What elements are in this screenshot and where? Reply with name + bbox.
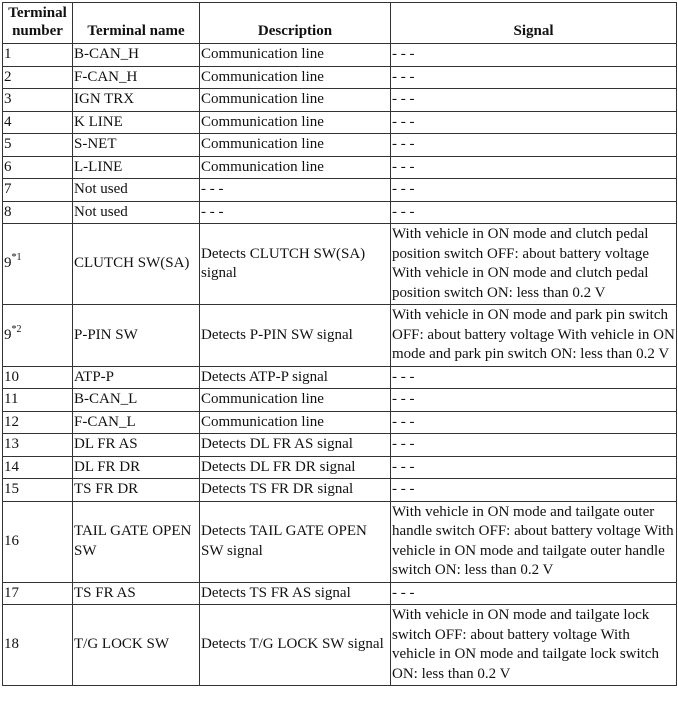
terminal-number: 17 <box>4 584 19 601</box>
footnote-marker: *2 <box>11 323 22 335</box>
terminal-number-cell <box>3 411 73 434</box>
terminal-number: 8 <box>4 203 12 220</box>
table-row <box>3 411 677 434</box>
terminal-number-cell <box>3 44 73 67</box>
terminal-name-cell: ATP-P <box>73 366 200 389</box>
signal-cell: - - - <box>391 582 677 605</box>
description-cell: Communication line <box>200 389 391 412</box>
signal-cell: With vehicle in ON mode and tailgate lock switch OFF: about battery voltage With vehicle in ON mode and tailgate lock switch ON: less than 0.2 V <box>391 605 677 686</box>
description-cell: Detects TAIL GATE OPEN SW signal <box>200 501 391 582</box>
terminal-number-cell <box>3 156 73 179</box>
description-cell: Detects CLUTCH SW(SA) signal <box>200 224 391 305</box>
signal-cell: - - - <box>391 156 677 179</box>
terminal-name-cell: F-CAN_H <box>73 66 200 89</box>
header-description: Description <box>200 3 391 44</box>
signal-cell: - - - <box>391 456 677 479</box>
terminal-number: 13 <box>4 436 19 452</box>
table-row <box>3 224 677 305</box>
terminal-number: 7 <box>4 181 12 197</box>
table-row <box>3 305 677 367</box>
signal-cell: With vehicle in ON mode and clutch pedal position switch OFF: about battery voltage With vehicle in ON mode and clutch pedal position switch ON: less than 0.2 V <box>391 224 677 305</box>
terminal-name-cell: P-PIN SW <box>73 305 200 367</box>
terminal-number-cell <box>3 582 73 605</box>
table-row <box>3 501 677 582</box>
header-terminal-number: Terminal number <box>3 3 73 44</box>
terminal-name-cell: DL FR DR <box>73 456 200 479</box>
table-row <box>3 134 677 157</box>
terminal-number: 6 <box>4 158 12 175</box>
signal-cell: - - - <box>391 411 677 434</box>
terminal-number: 2 <box>4 68 12 85</box>
table-row <box>3 89 677 112</box>
table-row <box>3 179 677 202</box>
terminal-name-cell: S-NET <box>73 134 200 157</box>
signal-cell: - - - <box>391 389 677 412</box>
terminal-number: 9 <box>4 326 12 343</box>
signal-cell: - - - <box>391 134 677 157</box>
terminal-name-cell: TS FR DR <box>73 479 200 502</box>
description-cell: Detects DL FR DR signal <box>200 456 391 479</box>
table-row <box>3 201 677 224</box>
terminal-number-cell <box>3 224 73 305</box>
terminal-number: 9 <box>4 255 12 272</box>
terminal-number: 1 <box>4 46 12 62</box>
table-row <box>3 44 677 67</box>
description-cell: Detects P-PIN SW signal <box>200 305 391 367</box>
table-row <box>3 156 677 179</box>
signal-cell: - - - <box>391 44 677 67</box>
table-row <box>3 111 677 134</box>
description-cell: Communication line <box>200 66 391 89</box>
signal-cell: - - - <box>391 111 677 134</box>
terminal-number: 14 <box>4 458 19 475</box>
signal-cell: With vehicle in ON mode and park pin switch OFF: about battery voltage With vehicle in ON mode and park pin switch ON: less than 0.2 V <box>391 305 677 367</box>
terminal-number-cell <box>3 501 73 582</box>
footnote-marker: *1 <box>11 252 22 264</box>
terminal-name-cell: T/G LOCK SW <box>73 605 200 686</box>
description-cell: Detects DL FR AS signal <box>200 434 391 457</box>
terminal-number-cell <box>3 134 73 157</box>
signal-cell: - - - <box>391 434 677 457</box>
table-row <box>3 366 677 389</box>
description-cell: Communication line <box>200 44 391 67</box>
terminal-name-cell: L-LINE <box>73 156 200 179</box>
terminal-name-cell: F-CAN_L <box>73 411 200 434</box>
terminal-name-cell: CLUTCH SW(SA) <box>73 224 200 305</box>
terminal-number-cell <box>3 479 73 502</box>
signal-cell: - - - <box>391 179 677 202</box>
terminal-number: 18 <box>4 636 19 653</box>
description-cell: Communication line <box>200 89 391 112</box>
terminal-number: 11 <box>4 391 19 407</box>
terminal-name-cell: TAIL GATE OPEN SW <box>73 501 200 582</box>
signal-cell: - - - <box>391 366 677 389</box>
description-cell: Communication line <box>200 411 391 434</box>
description-cell: Detects ATP-P signal <box>200 366 391 389</box>
terminal-name-cell: IGN TRX <box>73 89 200 112</box>
table-row <box>3 66 677 89</box>
table-row <box>3 389 677 412</box>
description-cell: Detects TS FR AS signal <box>200 582 391 605</box>
table-body <box>3 44 677 686</box>
description-cell: - - - <box>200 179 391 202</box>
description-cell: Communication line <box>200 111 391 134</box>
header-row <box>3 3 677 44</box>
table-row <box>3 456 677 479</box>
terminal-number: 15 <box>4 481 19 497</box>
terminal-name-cell: TS FR AS <box>73 582 200 605</box>
terminal-table <box>2 2 677 686</box>
terminal-number: 3 <box>4 91 12 107</box>
terminal-name-cell: Not used <box>73 201 200 224</box>
header-signal: Signal <box>391 3 677 44</box>
signal-cell: - - - <box>391 89 677 112</box>
signal-cell: - - - <box>391 479 677 502</box>
signal-cell: - - - <box>391 201 677 224</box>
terminal-number-cell <box>3 201 73 224</box>
terminal-number: 10 <box>4 368 19 385</box>
table-row <box>3 479 677 502</box>
signal-cell: - - - <box>391 66 677 89</box>
table-row <box>3 605 677 686</box>
table-row <box>3 582 677 605</box>
description-cell: Communication line <box>200 156 391 179</box>
table-header <box>3 3 677 44</box>
table-row <box>3 434 677 457</box>
description-cell: Detects TS FR DR signal <box>200 479 391 502</box>
terminal-number: 12 <box>4 413 19 430</box>
terminal-number: 4 <box>4 113 12 130</box>
terminal-name-cell: B-CAN_H <box>73 44 200 67</box>
signal-cell: With vehicle in ON mode and tailgate outer handle switch OFF: about battery voltage With vehicle in ON mode and tailgate outer handle switch ON: less than 0.2 V <box>391 501 677 582</box>
terminal-number: 16 <box>4 532 19 549</box>
header-terminal-name: Terminal name <box>73 3 200 44</box>
description-cell: Detects T/G LOCK SW signal <box>200 605 391 686</box>
terminal-name-cell: K LINE <box>73 111 200 134</box>
terminal-number-cell <box>3 389 73 412</box>
terminal-number-cell <box>3 179 73 202</box>
description-cell: - - - <box>200 201 391 224</box>
terminal-number-cell <box>3 456 73 479</box>
terminal-number-cell <box>3 434 73 457</box>
terminal-number-cell <box>3 111 73 134</box>
terminal-number-cell <box>3 305 73 367</box>
terminal-name-cell: B-CAN_L <box>73 389 200 412</box>
terminal-number-cell <box>3 89 73 112</box>
terminal-name-cell: Not used <box>73 179 200 202</box>
description-cell: Communication line <box>200 134 391 157</box>
terminal-number-cell <box>3 366 73 389</box>
terminal-number-cell <box>3 66 73 89</box>
terminal-number-cell <box>3 605 73 686</box>
terminal-name-cell: DL FR AS <box>73 434 200 457</box>
terminal-number: 5 <box>4 136 12 152</box>
